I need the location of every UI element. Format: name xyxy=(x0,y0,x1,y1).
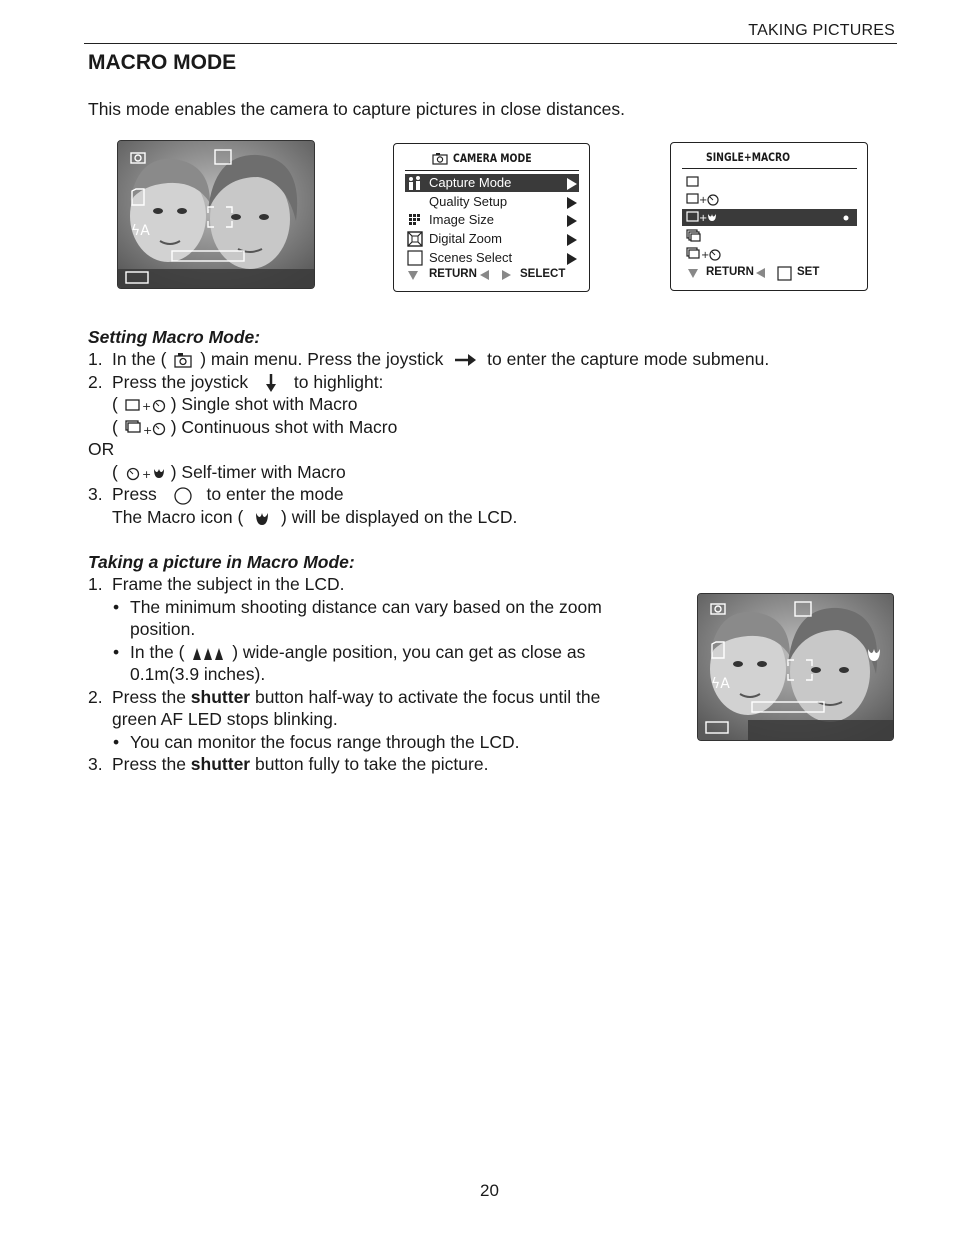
menu-item-label: Scenes Select xyxy=(429,250,513,265)
step-text: In the ( xyxy=(112,349,167,369)
section-header: TAKING PICTURES xyxy=(748,22,895,39)
capture-mode-submenu xyxy=(670,142,868,291)
step-text: Press the xyxy=(112,754,191,774)
camera-icon xyxy=(171,352,195,368)
menu-item-label: Digital Zoom xyxy=(429,231,502,246)
menu-item-digital-zoom[interactable] xyxy=(405,230,579,248)
children-photo-image xyxy=(698,594,893,740)
setting-step-2 xyxy=(88,371,383,393)
setting-step-3 xyxy=(88,483,344,505)
header-rule xyxy=(84,43,897,44)
continuous-selftimer-icon xyxy=(123,419,171,437)
bullet-3 xyxy=(113,731,519,753)
menu-item-scenes-select[interactable] xyxy=(405,249,579,267)
shutter-keyword: shutter xyxy=(190,754,251,774)
select-label: SELECT xyxy=(520,268,566,280)
step-text: button half-way to activate the focus until the xyxy=(250,687,601,707)
bullet-2 xyxy=(113,641,585,663)
step-text: Press the joystick xyxy=(112,372,249,392)
submenu-arrow-icon xyxy=(567,234,577,246)
bullet-text: ) wide-angle position, you can get as close as xyxy=(232,642,586,662)
menu-item-label: Quality Setup xyxy=(429,194,508,209)
menu-divider xyxy=(405,170,579,171)
continuous-selftimer-icon xyxy=(686,247,726,261)
menu-item-label: Image Size xyxy=(429,212,495,227)
intro-text: This mode enables the camera to capture pictures in close distances. xyxy=(88,99,625,119)
step-text: Press the xyxy=(112,687,191,707)
step-text: ) main menu. Press the joystick xyxy=(200,349,444,369)
option-single-macro xyxy=(112,393,357,415)
image-size-icon xyxy=(407,212,423,228)
setting-heading: Setting Macro Mode: xyxy=(88,327,261,347)
taking-step-3 xyxy=(88,753,488,775)
step-text: The Macro icon ( xyxy=(112,507,244,527)
menu-item-image-size[interactable] xyxy=(405,211,579,229)
step-text: to highlight: xyxy=(293,372,384,392)
down-arrow-icon xyxy=(253,373,289,393)
macro-icon-note xyxy=(112,506,517,528)
taking-step-2 xyxy=(88,686,600,708)
or-text: OR xyxy=(88,439,115,459)
step-text: Press xyxy=(112,484,157,504)
set-button-icon xyxy=(777,266,792,281)
step-number: 1. xyxy=(88,349,103,369)
right-arrow-icon xyxy=(502,270,511,280)
wide-angle-icon xyxy=(189,644,227,662)
right-arrow-icon xyxy=(448,353,482,367)
continuous-shot-icon xyxy=(686,229,702,243)
setting-step-1 xyxy=(88,348,769,370)
menu-item-label: Capture Mode xyxy=(429,175,512,190)
submenu-arrow-icon xyxy=(567,178,577,190)
children-photo-image xyxy=(118,141,314,288)
bullet-1 xyxy=(113,596,602,618)
submenu-arrow-icon xyxy=(567,253,577,265)
return-label: RETURN xyxy=(429,268,477,280)
left-arrow-icon xyxy=(756,268,765,278)
taking-step-2-cont: green AF LED stops blinking. xyxy=(112,709,338,729)
bullet-glyph: • xyxy=(113,642,120,662)
submenu-option-single-macro[interactable] xyxy=(682,209,857,226)
left-arrow-icon xyxy=(480,270,489,280)
submenu-option-single-selftimer[interactable] xyxy=(682,191,857,208)
bullet-text: In the ( xyxy=(130,642,185,662)
taking-step-1 xyxy=(88,573,344,595)
step-number: 3. xyxy=(88,484,103,504)
menu-divider xyxy=(682,168,857,169)
option-continuous-macro xyxy=(112,416,397,438)
selftimer-macro-icon xyxy=(123,465,171,481)
menu-item-quality-setup[interactable] xyxy=(405,193,579,211)
single-shot-icon xyxy=(686,176,700,188)
submenu-option-continuous-selftimer[interactable] xyxy=(682,246,857,263)
submenu-option-single[interactable] xyxy=(682,174,857,191)
page-title: MACRO MODE xyxy=(88,51,237,74)
svg-text:+: + xyxy=(699,195,708,206)
camera-icon xyxy=(432,152,448,165)
digital-zoom-icon xyxy=(407,231,423,247)
camera-menu-title: CAMERA MODE xyxy=(453,151,532,165)
bullet-1-cont: position. xyxy=(130,619,196,639)
macro-icon xyxy=(248,509,276,527)
step-text: button fully to take the picture. xyxy=(250,754,489,774)
svg-text:+: + xyxy=(701,250,710,261)
camera-mode-menu xyxy=(393,143,590,292)
menu-item-capture-mode[interactable] xyxy=(405,174,579,192)
flash-auto-icon: ϟA xyxy=(711,676,730,692)
lcd-macro-photo xyxy=(697,593,894,741)
paren: ( xyxy=(112,417,118,437)
step-text: to enter the capture mode submenu. xyxy=(487,349,770,369)
submenu-option-continuous[interactable] xyxy=(682,228,857,245)
return-label: RETURN xyxy=(706,266,754,278)
bullet-2-cont: 0.1m(3.9 inches). xyxy=(130,664,266,684)
step-number: 2. xyxy=(88,687,103,707)
paren: ( xyxy=(112,462,118,482)
down-arrow-icon xyxy=(688,269,698,278)
step-number: 2. xyxy=(88,372,103,392)
selected-dot-icon xyxy=(843,215,849,221)
single-macro-icon xyxy=(686,211,722,225)
step-text: to enter the mode xyxy=(206,484,344,504)
lcd-preview-photo xyxy=(117,140,315,289)
step-text: Frame the subject in the LCD. xyxy=(112,574,345,594)
svg-text:+: + xyxy=(142,424,152,438)
shutter-keyword: shutter xyxy=(190,687,251,707)
svg-text:+: + xyxy=(141,468,151,482)
single-selftimer-icon xyxy=(123,397,171,413)
submenu-title: SINGLE+MACRO xyxy=(706,150,791,164)
set-button-icon xyxy=(162,485,202,505)
step-number: 3. xyxy=(88,754,103,774)
step-text: ) will be displayed on the LCD. xyxy=(281,507,518,527)
svg-text:+: + xyxy=(141,400,151,414)
submenu-arrow-icon xyxy=(567,215,577,227)
set-label: SET xyxy=(797,266,820,278)
option-text: ) Single shot with Macro xyxy=(170,394,358,414)
step-number: 1. xyxy=(88,574,103,594)
scenes-icon xyxy=(407,250,423,266)
svg-text:+: + xyxy=(699,213,708,224)
flash-auto-icon: ϟA xyxy=(131,223,150,239)
paren: ( xyxy=(112,394,118,414)
bullet-glyph: • xyxy=(113,597,120,617)
option-text: ) Continuous shot with Macro xyxy=(170,417,398,437)
bullet-glyph: • xyxy=(113,732,120,752)
taking-heading: Taking a picture in Macro Mode: xyxy=(88,552,355,572)
bullet-text: You can monitor the focus range through the LCD. xyxy=(130,732,520,752)
submenu-arrow-icon xyxy=(567,197,577,209)
bullet-text: The minimum shooting distance can vary based on the zoom xyxy=(130,597,602,617)
capture-mode-icon xyxy=(407,175,423,191)
option-text: ) Self-timer with Macro xyxy=(170,462,346,482)
page-number: 20 xyxy=(480,1181,499,1200)
down-arrow-icon xyxy=(408,271,418,280)
option-selftimer-macro xyxy=(112,461,346,483)
single-selftimer-icon xyxy=(686,193,722,207)
